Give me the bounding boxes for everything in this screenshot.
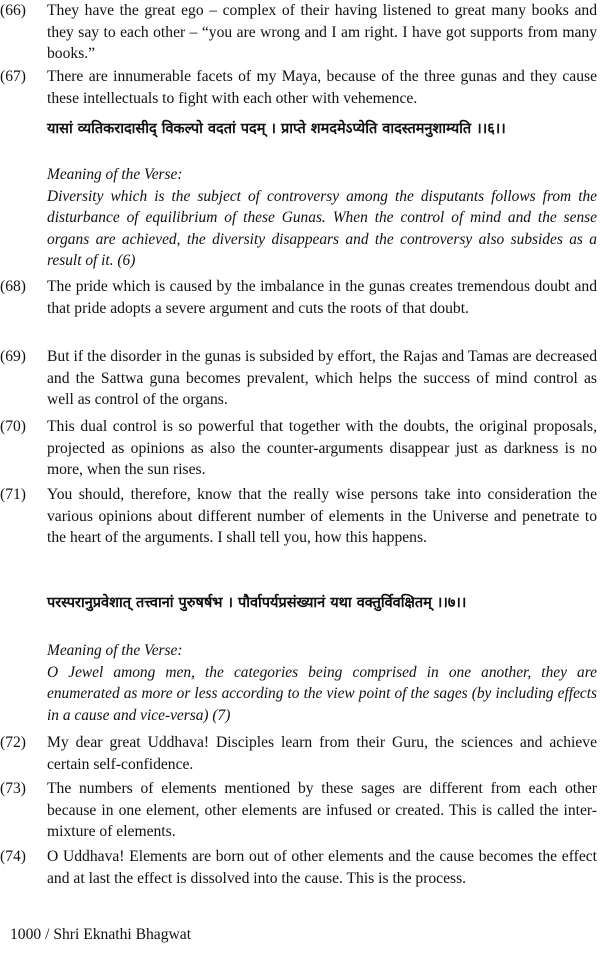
paragraph-text: The numbers of elements mentioned by these sages are different from each other because in one element, other elements are infused or created. This is called the inter-mixture of elements. [47,780,597,840]
paragraph-number: (68) [0,278,26,295]
paragraph-number: (72) [0,734,26,751]
paragraph-text: You should, therefore, know that the really wise persons take into consideration the various opinions about different number of elements in the Universe and penetrate to the heart of the arguments. I shall tell you, how this happens. [47,486,597,546]
page-footer: 1000 / Shri Eknathi Bhagwat [10,926,192,943]
verse-meaning-7 [47,640,597,726]
meaning-text: Diversity which is the subject of controversy among the disputants follows from the disturbance of equilibrium of these Gunas. When the control of mind and the sense organs are achieved, the diversity disappears and the controversy also subsides as a result of it. (6) [47,187,597,269]
paragraph-text: My dear great Uddhava! Disciples learn from their Guru, the sciences and achieve certain self-confidence. [47,734,597,773]
paragraph-number: (73) [0,780,26,797]
sanskrit-verse-7: परस्परानुप्रवेशात् तत्त्वानां पुरुषर्षभ । पौर्वापर्यप्रसंख्यानं यथा वक्तुर्विवक्षितम् ।।७।। [47,595,467,611]
paragraph-66 [0,0,597,65]
paragraph-74 [0,846,597,889]
paragraph-number: (67) [0,68,26,85]
paragraph-text: They have the great ego – complex of their having listened to great many books and they say to each other – “you are wrong and I am right. I have got supports from many books.” [47,2,597,62]
paragraph-text: This dual control is so powerful that together with the doubts, the original proposals, projected as opinions as also the counter-arguments disappear just as darkness is no more, when the sun rises. [47,418,597,478]
paragraph-text: O Uddhava! Elements are born out of other elements and the cause becomes the effect and at last the effect is dissolved into the cause. This is the process. [47,848,597,887]
meaning-heading: Meaning of the Verse: [47,642,183,659]
sanskrit-verse-6: यासां व्यतिकरादासीद् विकल्पो वदतां पदम् । प्राप्ते शमदमेऽप्येति वादस्तमनुशाम्यति ।।६।। [47,121,506,137]
paragraph-73 [0,778,597,843]
paragraph-70 [0,416,597,481]
paragraph-68 [0,276,597,319]
paragraph-number: (66) [0,2,26,19]
paragraph-71 [0,484,597,549]
paragraph-text: But if the disorder in the gunas is subsided by effort, the Rajas and Tamas are decreased and the Sattwa guna becomes prevalent, which helps the success of mind control as well as control of the organs. [47,348,597,408]
paragraph-text: The pride which is caused by the imbalance in the gunas creates tremendous doubt and that pride adopts a severe argument and cuts the roots of that doubt. [47,278,597,317]
paragraph-number: (70) [0,418,26,435]
meaning-text: O Jewel among men, the categories being comprised in one another, they are enumerated as more or less according to the view point of the sages (by including effects in a cause and vice-versa) (7) [47,663,597,724]
meaning-heading: Meaning of the Verse: [47,166,183,183]
paragraph-number: (74) [0,848,26,865]
paragraph-number: (69) [0,348,26,365]
paragraph-69 [0,346,597,411]
paragraph-72 [0,732,597,775]
paragraph-number: (71) [0,486,26,503]
paragraph-text: There are innumerable facets of my Maya, because of the three gunas and they cause these intellectuals to fight with each other with vehemence. [47,68,597,107]
paragraph-67 [0,66,597,109]
verse-meaning-6 [47,164,597,272]
